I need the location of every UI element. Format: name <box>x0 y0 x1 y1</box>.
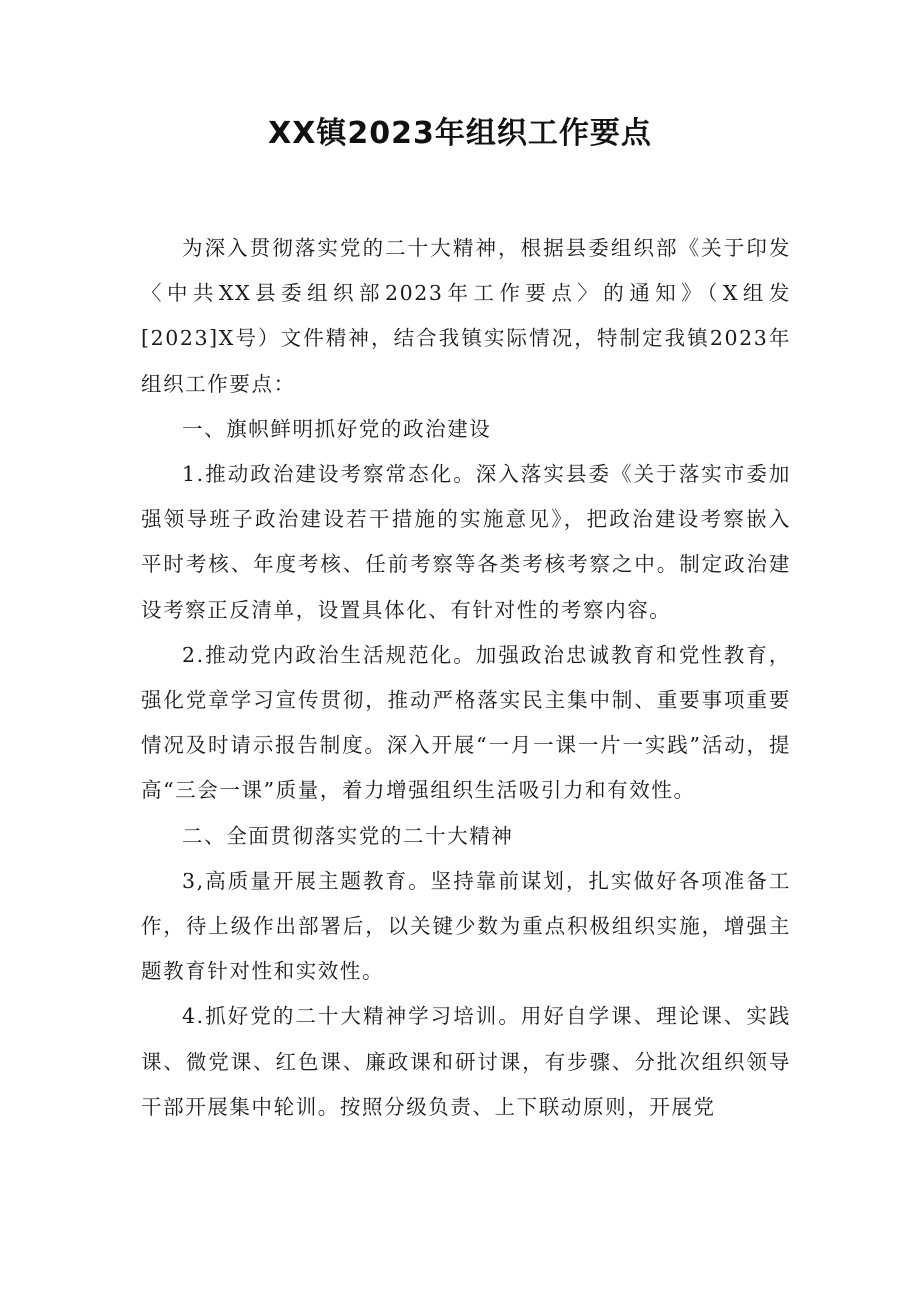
document-title: XX镇2023年组织工作要点 <box>268 116 652 151</box>
paragraph-item-3: 3,高质量开展主题教育。坚持靠前谋划，扎实做好各项准备工作，待上级作出部署后，以关键少数为重点积极组织实施，增强主题教育针对性和实效性。 <box>141 868 791 984</box>
section-heading-2: 二、全面贯彻落实党的二十大精神 <box>182 823 514 848</box>
paragraph-item-2: 2.推动党内政治生活规范化。加强政治忠诚教育和党性教育，强化党章学习宣传贯彻，推动严格落实民主集中制、重要事项重要情况及时请示报告制度。深入开展“一月一课一片一实践”活动，提高“三会一课”质量，着力增强组织生活吸引力和有效性。 <box>141 642 791 803</box>
paragraph-item-1: 1.推动政治建设考察常态化。深入落实县委《关于落实市委加强领导班子政治建设若干措施的实施意见》，把政治建设考察嵌入平时考核、年度考核、任前考察等各类考核考察之中。制定政治建设考察正反清单，设置具体化、有针对性的考察内容。 <box>141 462 791 622</box>
paragraph-item-4: 4.抓好党的二十大精神学习培训。用好自学课、理论课、实践课、微党课、红色课、廉政课和研讨课，有步骤、分批次组织领导干部开展集中轮训。按照分级负责、上下联动原则，开展党 <box>141 1004 791 1119</box>
document-body <box>141 226 791 1130</box>
section-heading-1: 一、旗帜鲜明抓好党的政治建设 <box>182 416 492 441</box>
paragraph-intro: 为深入贯彻落实党的二十大精神，根据县委组织部《关于印发〈中共XX县委组织部2023年工作要点〉的通知》（X组发[2023]X号）文件精神，结合我镇实际情况，特制定我镇2023年组织工作要点： <box>141 236 791 396</box>
